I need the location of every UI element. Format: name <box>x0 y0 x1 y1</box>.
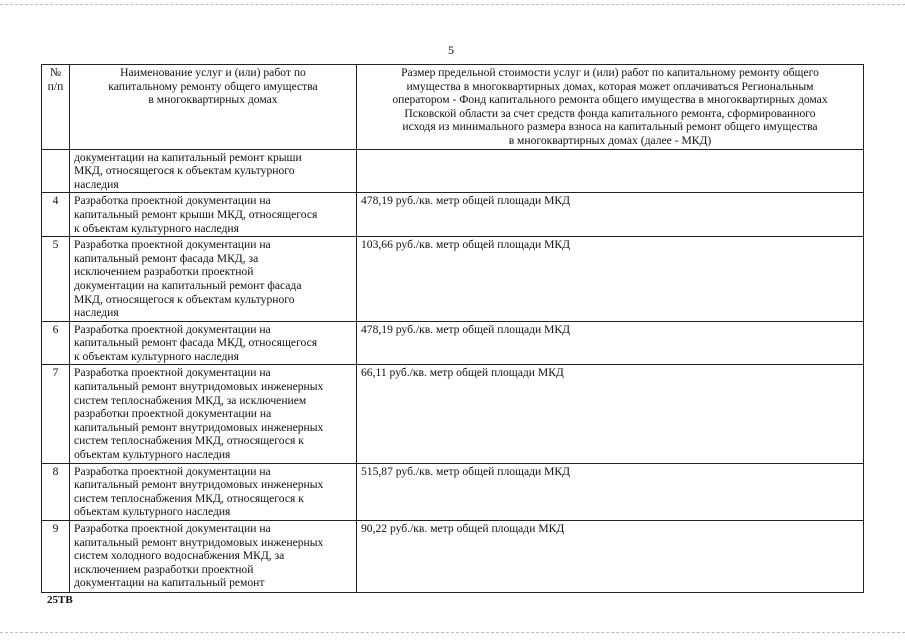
row-num: 6 <box>42 321 70 365</box>
row-name: Разработка проектной документации на капитальный ремонт внутридомовых инженерных систем холодного водоснабжения МКД, за исключением разработки проектной документации на капитальный ремонт <box>70 521 357 593</box>
scan-edge-top <box>0 4 905 5</box>
header-price: Размер предельной стоимости услуг и (или) работ по капитальному ремонту общего имущества в многоквартирных домах, которая может оплачиваться Региональным оператором - Фонд капитального ремонта общего имущества в многоквартирных домах Псковской области за счет средств фонда капитального ремонта, сформированного исходя из минимального размера взноса на капитальный ремонт общего имущества в многоквартирных домах (далее - МКД) <box>357 65 864 150</box>
row-price: 478,19 руб./кв. метр общей площади МКД <box>357 193 864 237</box>
row-name: Разработка проектной документации на капитальный ремонт внутридомовых инженерных систем теплоснабжения МКД, за исключением разработки проектной документации на капитальный ремонт внутридомовых инженерных систем теплоснабжения МКД, относящегося к объектам культурного наследия <box>70 365 357 463</box>
row-num: 5 <box>42 237 70 322</box>
table-row <box>42 321 864 365</box>
table-row <box>42 365 864 463</box>
row-name: Разработка проектной документации на капитальный ремонт фасада МКД, относящегося к объектам культурного наследия <box>70 321 357 365</box>
row-name: Разработка проектной документации на капитальный ремонт внутридомовых инженерных систем теплоснабжения МКД, относящегося к объектам культурного наследия <box>70 463 357 520</box>
footer-code: 25ТВ <box>47 594 73 606</box>
row-name: документации на капитальный ремонт крыши МКД, относящегося к объектам культурного наследия <box>70 149 357 193</box>
cost-table <box>41 64 864 593</box>
row-num: 9 <box>42 521 70 593</box>
table-row <box>42 149 864 193</box>
row-price: 478,19 руб./кв. метр общей площади МКД <box>357 321 864 365</box>
table-row <box>42 237 864 322</box>
row-num: 7 <box>42 365 70 463</box>
row-name: Разработка проектной документации на капитальный ремонт крыши МКД, относящегося к объектам культурного наследия <box>70 193 357 237</box>
row-num <box>42 149 70 193</box>
table-row <box>42 463 864 520</box>
header-num: № п/п <box>42 65 70 150</box>
row-price: 103,66 руб./кв. метр общей площади МКД <box>357 237 864 322</box>
scan-edge-bottom <box>0 632 905 633</box>
table-header-row <box>42 65 864 150</box>
row-num: 4 <box>42 193 70 237</box>
table-row <box>42 193 864 237</box>
row-price: 90,22 руб./кв. метр общей площади МКД <box>357 521 864 593</box>
row-num: 8 <box>42 463 70 520</box>
row-name: Разработка проектной документации на капитальный ремонт фасада МКД, за исключением разработки проектной документации на капитальный ремонт фасада МКД, относящегося к объектам культурного наследия <box>70 237 357 322</box>
table-row <box>42 521 864 593</box>
header-name: Наименование услуг и (или) работ по капитальному ремонту общего имущества в многоквартирных домах <box>70 65 357 150</box>
page-number: 5 <box>448 43 454 57</box>
row-price: 66,11 руб./кв. метр общей площади МКД <box>357 365 864 463</box>
row-price: 515,87 руб./кв. метр общей площади МКД <box>357 463 864 520</box>
row-price <box>357 149 864 193</box>
